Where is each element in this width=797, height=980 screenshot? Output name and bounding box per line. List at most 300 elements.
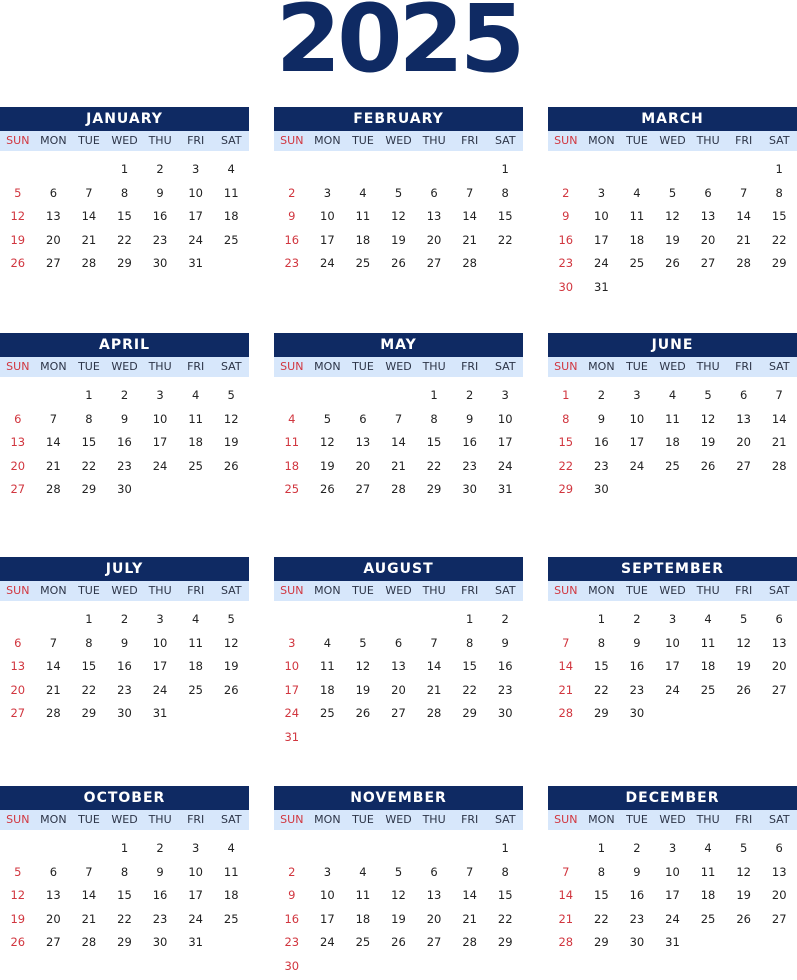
day-cell: 26	[736, 911, 751, 926]
empty-cell	[71, 837, 107, 861]
day-cell: 12	[10, 888, 26, 902]
weekday-label: FRI	[461, 360, 479, 373]
day-cell: 30	[152, 935, 168, 949]
day-cell: 12	[223, 635, 239, 650]
month-header: FEBRUARY	[274, 107, 523, 131]
day-cell: 11	[700, 635, 716, 650]
day-cell: 19	[223, 435, 239, 449]
weekday-row	[0, 357, 249, 377]
day-cell: 20	[426, 911, 442, 926]
day-cell: 12	[736, 635, 751, 650]
day-cell: 6	[359, 411, 367, 426]
day-cell: 31	[188, 935, 203, 949]
day-cell: 28	[81, 935, 97, 949]
empty-cell	[345, 384, 381, 408]
day-cell: 13	[426, 209, 442, 223]
day-cell: 13	[736, 411, 751, 426]
month-header: DECEMBER	[548, 786, 797, 810]
weekday-label: MON	[40, 813, 67, 826]
weekday-label: FRI	[187, 134, 205, 147]
day-cell: 3	[323, 185, 332, 200]
weekday-label: MON	[314, 360, 341, 373]
day-cell: 5	[704, 388, 712, 402]
month-april	[0, 333, 249, 502]
empty-cell	[0, 608, 36, 632]
day-cell: 24	[497, 458, 513, 473]
weekday-label: WED	[659, 584, 686, 597]
day-cell: 16	[117, 435, 132, 449]
empty-cell	[619, 158, 655, 182]
day-cell: 2	[156, 162, 164, 176]
weekday-label: TUE	[78, 584, 100, 597]
day-cell: 5	[739, 841, 748, 855]
day-cell: 1	[501, 162, 509, 176]
day-cell: 7	[465, 185, 474, 200]
weekday-label: THU	[422, 813, 446, 826]
empty-cell	[381, 158, 417, 182]
day-cell: 1	[120, 841, 129, 855]
day-cell: 4	[359, 864, 367, 879]
day-cell: 15	[81, 435, 97, 449]
day-grid	[548, 158, 797, 299]
day-cell: 12	[320, 435, 335, 449]
weekday-label: FRI	[461, 584, 479, 597]
day-cell: 31	[188, 256, 203, 270]
weekday-label: MON	[40, 584, 67, 597]
weekday-label: TUE	[352, 134, 374, 147]
day-cell: 9	[156, 864, 164, 879]
day-cell: 22	[497, 232, 513, 247]
month-header: NOVEMBER	[274, 786, 523, 810]
day-cell: 20	[736, 435, 751, 449]
empty-cell	[310, 608, 346, 632]
day-cell: 21	[736, 232, 751, 247]
day-cell: 3	[597, 185, 606, 200]
weekday-label: SUN	[280, 134, 304, 147]
day-cell: 2	[501, 612, 509, 626]
day-cell: 12	[391, 209, 406, 223]
day-cell: 29	[594, 935, 609, 949]
day-cell: 1	[775, 162, 783, 176]
day-cell: 23	[497, 682, 513, 697]
day-cell: 14	[46, 435, 61, 449]
month-september	[548, 557, 797, 726]
day-cell: 6	[14, 411, 22, 426]
day-cell: 7	[49, 411, 58, 426]
weekday-label: TUE	[626, 813, 648, 826]
day-cell: 15	[558, 435, 574, 449]
day-cell: 18	[284, 458, 300, 473]
empty-cell	[584, 158, 620, 182]
day-cell: 19	[665, 232, 680, 247]
weekday-label: SUN	[554, 360, 578, 373]
day-cell: 17	[497, 435, 513, 449]
day-cell: 5	[14, 864, 22, 879]
day-cell: 3	[156, 612, 164, 626]
day-cell: 3	[191, 162, 200, 176]
day-cell: 21	[771, 435, 787, 449]
day-cell: 18	[223, 209, 239, 223]
day-cell: 27	[355, 482, 371, 496]
day-cell: 22	[117, 911, 132, 926]
day-grid	[548, 837, 797, 955]
day-cell: 13	[771, 635, 787, 650]
day-cell: 8	[465, 635, 474, 650]
day-cell: 26	[391, 256, 406, 270]
month-june	[548, 333, 797, 502]
day-cell: 17	[188, 209, 203, 223]
month-header: MAY	[274, 333, 523, 357]
month-july	[0, 557, 249, 726]
weekday-label: THU	[148, 360, 172, 373]
weekday-label: SUN	[6, 584, 30, 597]
day-cell: 10	[665, 864, 680, 879]
empty-cell	[274, 608, 310, 632]
day-cell: 4	[359, 185, 367, 200]
weekday-label: SAT	[220, 360, 242, 373]
weekday-label: SUN	[6, 360, 30, 373]
weekday-label: TUE	[78, 813, 100, 826]
weekday-label: MON	[314, 813, 341, 826]
weekday-label: SAT	[768, 360, 790, 373]
day-cell: 15	[117, 888, 132, 902]
day-cell: 16	[462, 435, 477, 449]
weekday-label: WED	[111, 813, 138, 826]
day-cell: 7	[85, 185, 93, 200]
day-cell: 25	[223, 232, 239, 247]
empty-cell	[416, 158, 452, 182]
day-cell: 5	[323, 411, 332, 426]
month-january	[0, 107, 249, 276]
day-cell: 24	[188, 911, 203, 926]
day-cell: 13	[355, 435, 371, 449]
day-cell: 23	[152, 232, 168, 247]
day-cell: 19	[391, 232, 406, 247]
day-cell: 25	[223, 911, 239, 926]
day-cell: 7	[394, 411, 403, 426]
day-cell: 14	[736, 209, 751, 223]
day-cell: 22	[558, 458, 574, 473]
weekday-label: THU	[696, 813, 720, 826]
day-cell: 21	[391, 458, 406, 473]
day-cell: 29	[81, 706, 97, 720]
day-cell: 13	[46, 888, 61, 902]
day-cell: 20	[771, 659, 787, 673]
day-cell: 14	[558, 888, 574, 902]
day-cell: 1	[430, 388, 438, 402]
day-cell: 19	[355, 682, 371, 697]
weekday-label: SUN	[280, 360, 304, 373]
day-cell: 8	[120, 864, 129, 879]
day-cell: 2	[120, 612, 129, 626]
day-cell: 4	[704, 612, 712, 626]
day-cell: 3	[668, 841, 677, 855]
weekday-label: SAT	[768, 813, 790, 826]
day-cell: 21	[426, 682, 442, 697]
day-cell: 13	[46, 209, 61, 223]
day-cell: 5	[14, 185, 22, 200]
weekday-label: SAT	[494, 360, 516, 373]
day-cell: 17	[594, 232, 609, 247]
day-cell: 28	[391, 482, 406, 496]
day-cell: 28	[46, 482, 61, 496]
day-cell: 30	[558, 279, 574, 294]
day-cell: 2	[597, 388, 606, 402]
empty-cell	[274, 384, 310, 408]
day-cell: 6	[775, 841, 783, 855]
day-cell: 23	[629, 911, 645, 926]
empty-cell	[71, 158, 107, 182]
day-cell: 10	[594, 209, 609, 223]
empty-cell	[345, 158, 381, 182]
day-cell: 18	[355, 911, 371, 926]
weekday-label: THU	[148, 813, 172, 826]
day-cell: 10	[665, 635, 680, 650]
day-cell: 19	[10, 911, 26, 926]
month-header: JANUARY	[0, 107, 249, 131]
day-cell: 13	[771, 864, 787, 879]
day-cell: 5	[739, 612, 748, 626]
day-cell: 12	[736, 864, 751, 879]
day-cell: 7	[465, 864, 474, 879]
day-cell: 8	[430, 411, 438, 426]
weekday-label: FRI	[187, 360, 205, 373]
empty-cell	[310, 837, 346, 861]
day-cell: 23	[117, 458, 132, 473]
weekday-label: MON	[40, 134, 67, 147]
day-cell: 24	[284, 706, 300, 720]
day-cell: 28	[81, 256, 97, 270]
month-october	[0, 786, 249, 955]
day-cell: 21	[46, 458, 61, 473]
weekday-label: SAT	[494, 813, 516, 826]
day-cell: 31	[284, 729, 300, 744]
empty-cell	[0, 158, 36, 182]
day-cell: 5	[394, 185, 403, 200]
empty-cell	[36, 837, 72, 861]
day-cell: 1	[120, 162, 129, 176]
day-cell: 6	[430, 185, 438, 200]
day-cell: 10	[152, 635, 168, 650]
day-cell: 5	[668, 185, 677, 200]
weekday-label: SAT	[494, 584, 516, 597]
year-title: 2025	[275, 0, 522, 94]
day-cell: 11	[629, 209, 645, 223]
day-cell: 30	[462, 482, 477, 496]
weekday-label: WED	[659, 813, 686, 826]
weekday-label: WED	[111, 134, 138, 147]
empty-cell	[345, 608, 381, 632]
day-cell: 18	[700, 888, 716, 902]
day-grid	[274, 837, 523, 978]
day-cell: 25	[320, 706, 335, 720]
day-cell: 27	[771, 911, 787, 926]
day-cell: 7	[739, 185, 748, 200]
day-cell: 28	[736, 256, 751, 270]
day-cell: 27	[426, 256, 442, 270]
day-cell: 28	[771, 458, 787, 473]
day-cell: 4	[227, 162, 235, 176]
day-cell: 13	[10, 435, 26, 449]
day-cell: 3	[288, 635, 296, 650]
day-cell: 17	[152, 435, 168, 449]
day-cell: 16	[284, 232, 300, 247]
day-cell: 3	[156, 388, 164, 402]
day-cell: 20	[700, 232, 716, 247]
weekday-label: WED	[659, 360, 686, 373]
day-cell: 22	[771, 232, 787, 247]
day-cell: 16	[629, 659, 645, 673]
day-cell: 31	[594, 279, 609, 294]
day-cell: 10	[320, 209, 335, 223]
day-cell: 26	[223, 682, 239, 697]
weekday-label: FRI	[735, 360, 753, 373]
day-cell: 1	[85, 612, 93, 626]
weekday-label: WED	[659, 134, 686, 147]
day-cell: 17	[188, 888, 203, 902]
day-cell: 1	[85, 388, 93, 402]
day-cell: 24	[665, 682, 680, 697]
day-cell: 17	[284, 682, 300, 697]
day-cell: 14	[46, 659, 61, 673]
day-cell: 6	[704, 185, 712, 200]
day-cell: 8	[120, 185, 129, 200]
day-cell: 22	[117, 232, 132, 247]
month-header: JUNE	[548, 333, 797, 357]
day-grid	[274, 158, 523, 276]
day-cell: 29	[426, 482, 442, 496]
day-cell: 27	[46, 256, 61, 270]
day-cell: 3	[501, 388, 509, 402]
day-cell: 12	[700, 411, 716, 426]
day-cell: 8	[501, 185, 509, 200]
empty-cell	[726, 158, 762, 182]
day-cell: 9	[562, 209, 570, 223]
day-cell: 22	[497, 911, 513, 926]
weekday-label: MON	[588, 134, 615, 147]
day-cell: 23	[594, 458, 609, 473]
day-cell: 16	[152, 209, 168, 223]
day-cell: 4	[288, 411, 296, 426]
weekday-label: SUN	[6, 134, 30, 147]
day-cell: 15	[117, 209, 132, 223]
day-cell: 12	[665, 209, 680, 223]
weekday-label: SUN	[554, 813, 578, 826]
day-cell: 11	[188, 635, 203, 650]
day-cell: 26	[223, 458, 239, 473]
day-grid	[548, 384, 797, 502]
weekday-label: THU	[696, 134, 720, 147]
day-cell: 28	[558, 706, 574, 720]
day-cell: 14	[81, 209, 97, 223]
day-cell: 4	[191, 612, 200, 626]
day-cell: 15	[497, 209, 513, 223]
day-cell: 22	[594, 682, 609, 697]
weekday-label: SUN	[280, 584, 304, 597]
day-cell: 1	[465, 612, 474, 626]
day-cell: 27	[426, 935, 442, 949]
day-cell: 25	[700, 682, 716, 697]
day-cell: 11	[320, 659, 335, 673]
weekday-label: SAT	[220, 813, 242, 826]
day-cell: 27	[10, 706, 26, 720]
day-cell: 20	[771, 888, 787, 902]
weekday-row	[548, 357, 797, 377]
day-cell: 25	[665, 458, 680, 473]
day-cell: 17	[665, 659, 680, 673]
day-cell: 13	[10, 659, 26, 673]
day-cell: 11	[284, 435, 300, 449]
empty-cell	[274, 158, 310, 182]
day-cell: 29	[497, 935, 513, 949]
day-cell: 30	[117, 706, 132, 720]
day-cell: 1	[597, 841, 606, 855]
month-header: APRIL	[0, 333, 249, 357]
day-cell: 11	[700, 864, 716, 879]
day-cell: 5	[359, 635, 367, 650]
empty-cell	[381, 608, 417, 632]
empty-cell	[381, 384, 417, 408]
day-cell: 15	[81, 659, 97, 673]
day-cell: 22	[426, 458, 442, 473]
day-cell: 22	[81, 682, 97, 697]
day-cell: 29	[117, 935, 132, 949]
weekday-row	[274, 810, 523, 830]
day-grid	[274, 384, 523, 502]
day-cell: 25	[188, 682, 203, 697]
month-november	[274, 786, 523, 978]
day-cell: 18	[629, 232, 645, 247]
day-cell: 16	[594, 435, 609, 449]
weekday-label: SAT	[494, 134, 516, 147]
weekday-label: FRI	[187, 813, 205, 826]
day-cell: 2	[633, 841, 641, 855]
day-cell: 29	[81, 482, 97, 496]
empty-cell	[310, 384, 346, 408]
month-march	[548, 107, 797, 299]
day-grid	[0, 384, 249, 502]
day-cell: 18	[188, 435, 203, 449]
day-cell: 11	[665, 411, 680, 426]
empty-cell	[36, 158, 72, 182]
day-cell: 11	[223, 185, 239, 200]
day-cell: 29	[558, 482, 574, 496]
day-cell: 21	[81, 911, 97, 926]
weekday-label: SAT	[768, 134, 790, 147]
day-cell: 2	[633, 612, 641, 626]
day-cell: 21	[46, 682, 61, 697]
day-cell: 14	[462, 209, 477, 223]
day-cell: 24	[152, 682, 168, 697]
day-cell: 4	[323, 635, 332, 650]
day-cell: 28	[462, 935, 477, 949]
day-cell: 12	[10, 209, 26, 223]
day-cell: 17	[320, 911, 335, 926]
day-cell: 18	[223, 888, 239, 902]
day-cell: 23	[558, 256, 574, 270]
weekday-label: TUE	[626, 134, 648, 147]
day-cell: 10	[629, 411, 645, 426]
month-may	[274, 333, 523, 502]
day-cell: 21	[81, 232, 97, 247]
day-cell: 19	[391, 911, 406, 926]
day-cell: 20	[10, 458, 26, 473]
day-cell: 6	[430, 864, 438, 879]
weekday-row	[0, 810, 249, 830]
weekday-label: THU	[148, 584, 172, 597]
day-cell: 29	[771, 256, 787, 270]
day-cell: 17	[665, 888, 680, 902]
